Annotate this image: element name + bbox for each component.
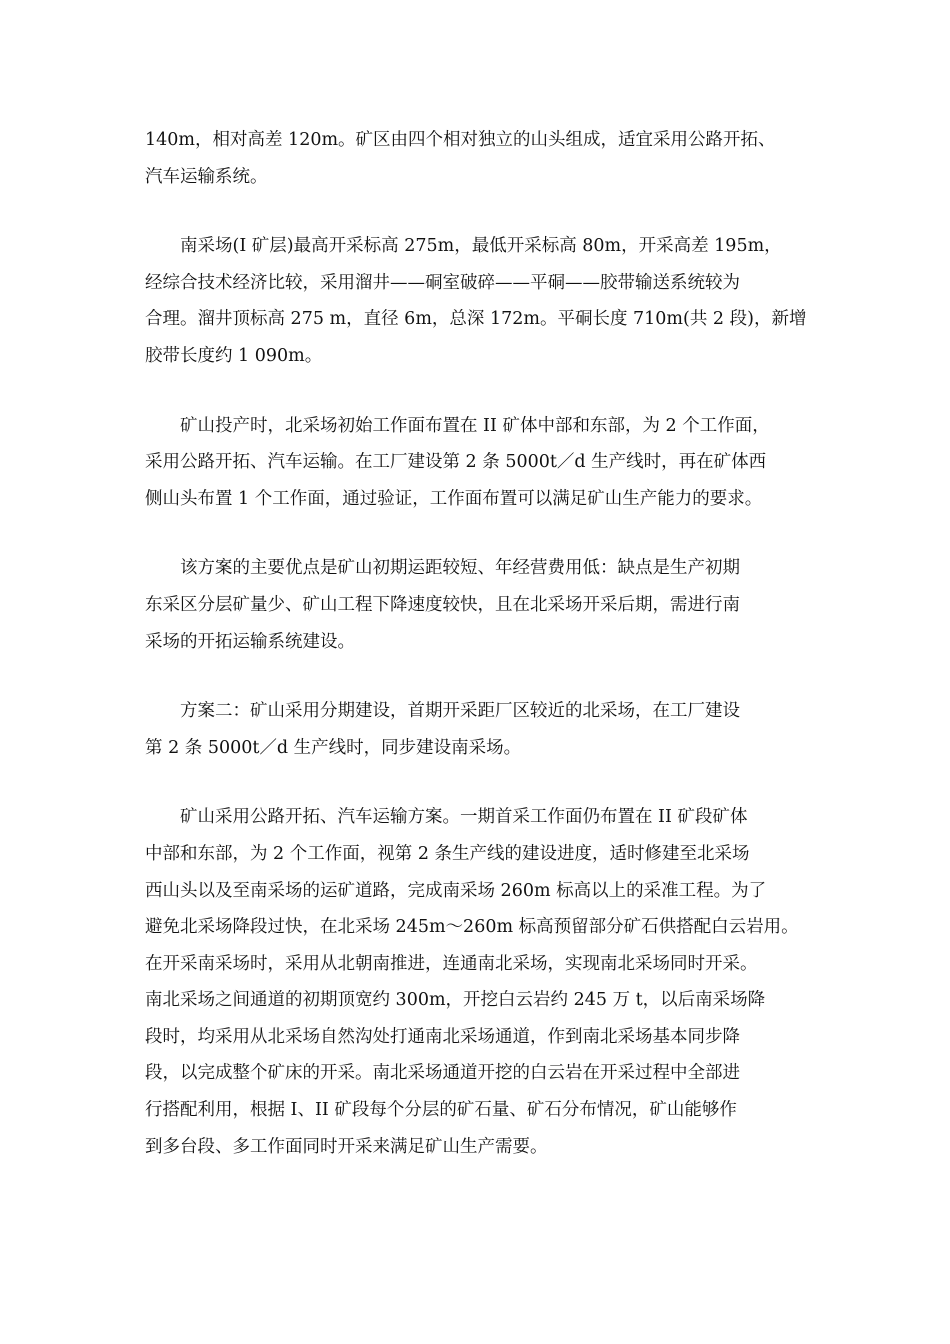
paragraph (145, 408, 817, 518)
text-line: 矿山投产时，北采场初始工作面布置在 II 矿体中部和东部，为 2 个工作面， (145, 415, 770, 436)
text-line: 采用公路开拓、汽车运输。在工厂建设第 2 条 5000t／d 生产线时，再在矿体西 (145, 452, 767, 473)
text-line: 南北采场之间通道的初期顶宽约 300m，开挖白云岩约 245 万 t，以后南采场降 (145, 990, 766, 1011)
paragraph (145, 799, 817, 1165)
text-line: 140m，相对高差 120m。矿区由四个相对独立的山头组成，适宜采用公路开拓、 (145, 130, 776, 150)
text-line: 行搭配利用，根据 I、II 矿段每个分层的矿石量、矿石分布情况，矿山能够作 (145, 1100, 737, 1121)
text-line: 经综合技术经济比较，采用溜井——硐室破碎——平硐——胶带输送系统较为 (145, 272, 740, 293)
text-line: 第 2 条 5000t／d 生产线时，同步建设南采场。 (145, 737, 522, 758)
text-line: 避免北采场降段过快，在北采场 245m～260m 标高预留部分矿石供搭配白云岩用。 (145, 917, 799, 938)
document-body (145, 122, 817, 1165)
text-line: 侧山头布置 1 个工作面，通过验证，工作面布置可以满足矿山生产能力的要求。 (145, 488, 763, 509)
text-line: 合理。溜井顶标高 275 m，直径 6m，总深 172m。平硐长度 710m(共 2 段)，新增 (145, 309, 807, 330)
paragraph (145, 693, 817, 766)
paragraph (145, 550, 817, 660)
text-line: 胶带长度约 1 090m。 (145, 345, 323, 366)
text-line: 采场的开拓运输系统建设。 (145, 631, 355, 652)
text-line: 汽车运输系统。 (145, 166, 268, 187)
text-line: 段，以完成整个矿床的开采。南北采场通道开挖的白云岩在开采过程中全部进 (145, 1063, 740, 1084)
text-line: 中部和东部，为 2 个工作面，视第 2 条生产线的建设进度，适时修建至北采场 (145, 843, 750, 864)
text-line: 在开采南采场时，采用从北朝南推进，连通南北采场，实现南北采场同时开采。 (145, 953, 758, 974)
text-line: 该方案的主要优点是矿山初期运距较短、年经营费用低：缺点是生产初期 (145, 558, 740, 579)
text-line: 西山头以及至南采场的运矿道路，完成南采场 260m 标高以上的采准工程。为了 (145, 880, 767, 901)
paragraph (145, 228, 817, 374)
paragraph (145, 122, 817, 195)
text-line: 矿山采用公路开拓、汽车运输方案。一期首采工作面仍布置在 II 矿段矿体 (145, 807, 748, 828)
text-line: 南采场(I 矿层)最高开采标高 275m，最低开采标高 80m，开采高差 195m， (145, 236, 782, 257)
text-line: 到多台段、多工作面同时开采来满足矿山生产需要。 (145, 1136, 548, 1157)
text-line: 段时，均采用从北采场自然沟处打通南北采场通道，作到南北采场基本同步降 (145, 1026, 740, 1047)
text-line: 东采区分层矿量少、矿山工程下降速度较快，且在北采场开采后期，需进行南 (145, 594, 740, 615)
text-line: 方案二：矿山采用分期建设，首期开采距厂区较近的北采场，在工厂建设 (145, 701, 740, 722)
